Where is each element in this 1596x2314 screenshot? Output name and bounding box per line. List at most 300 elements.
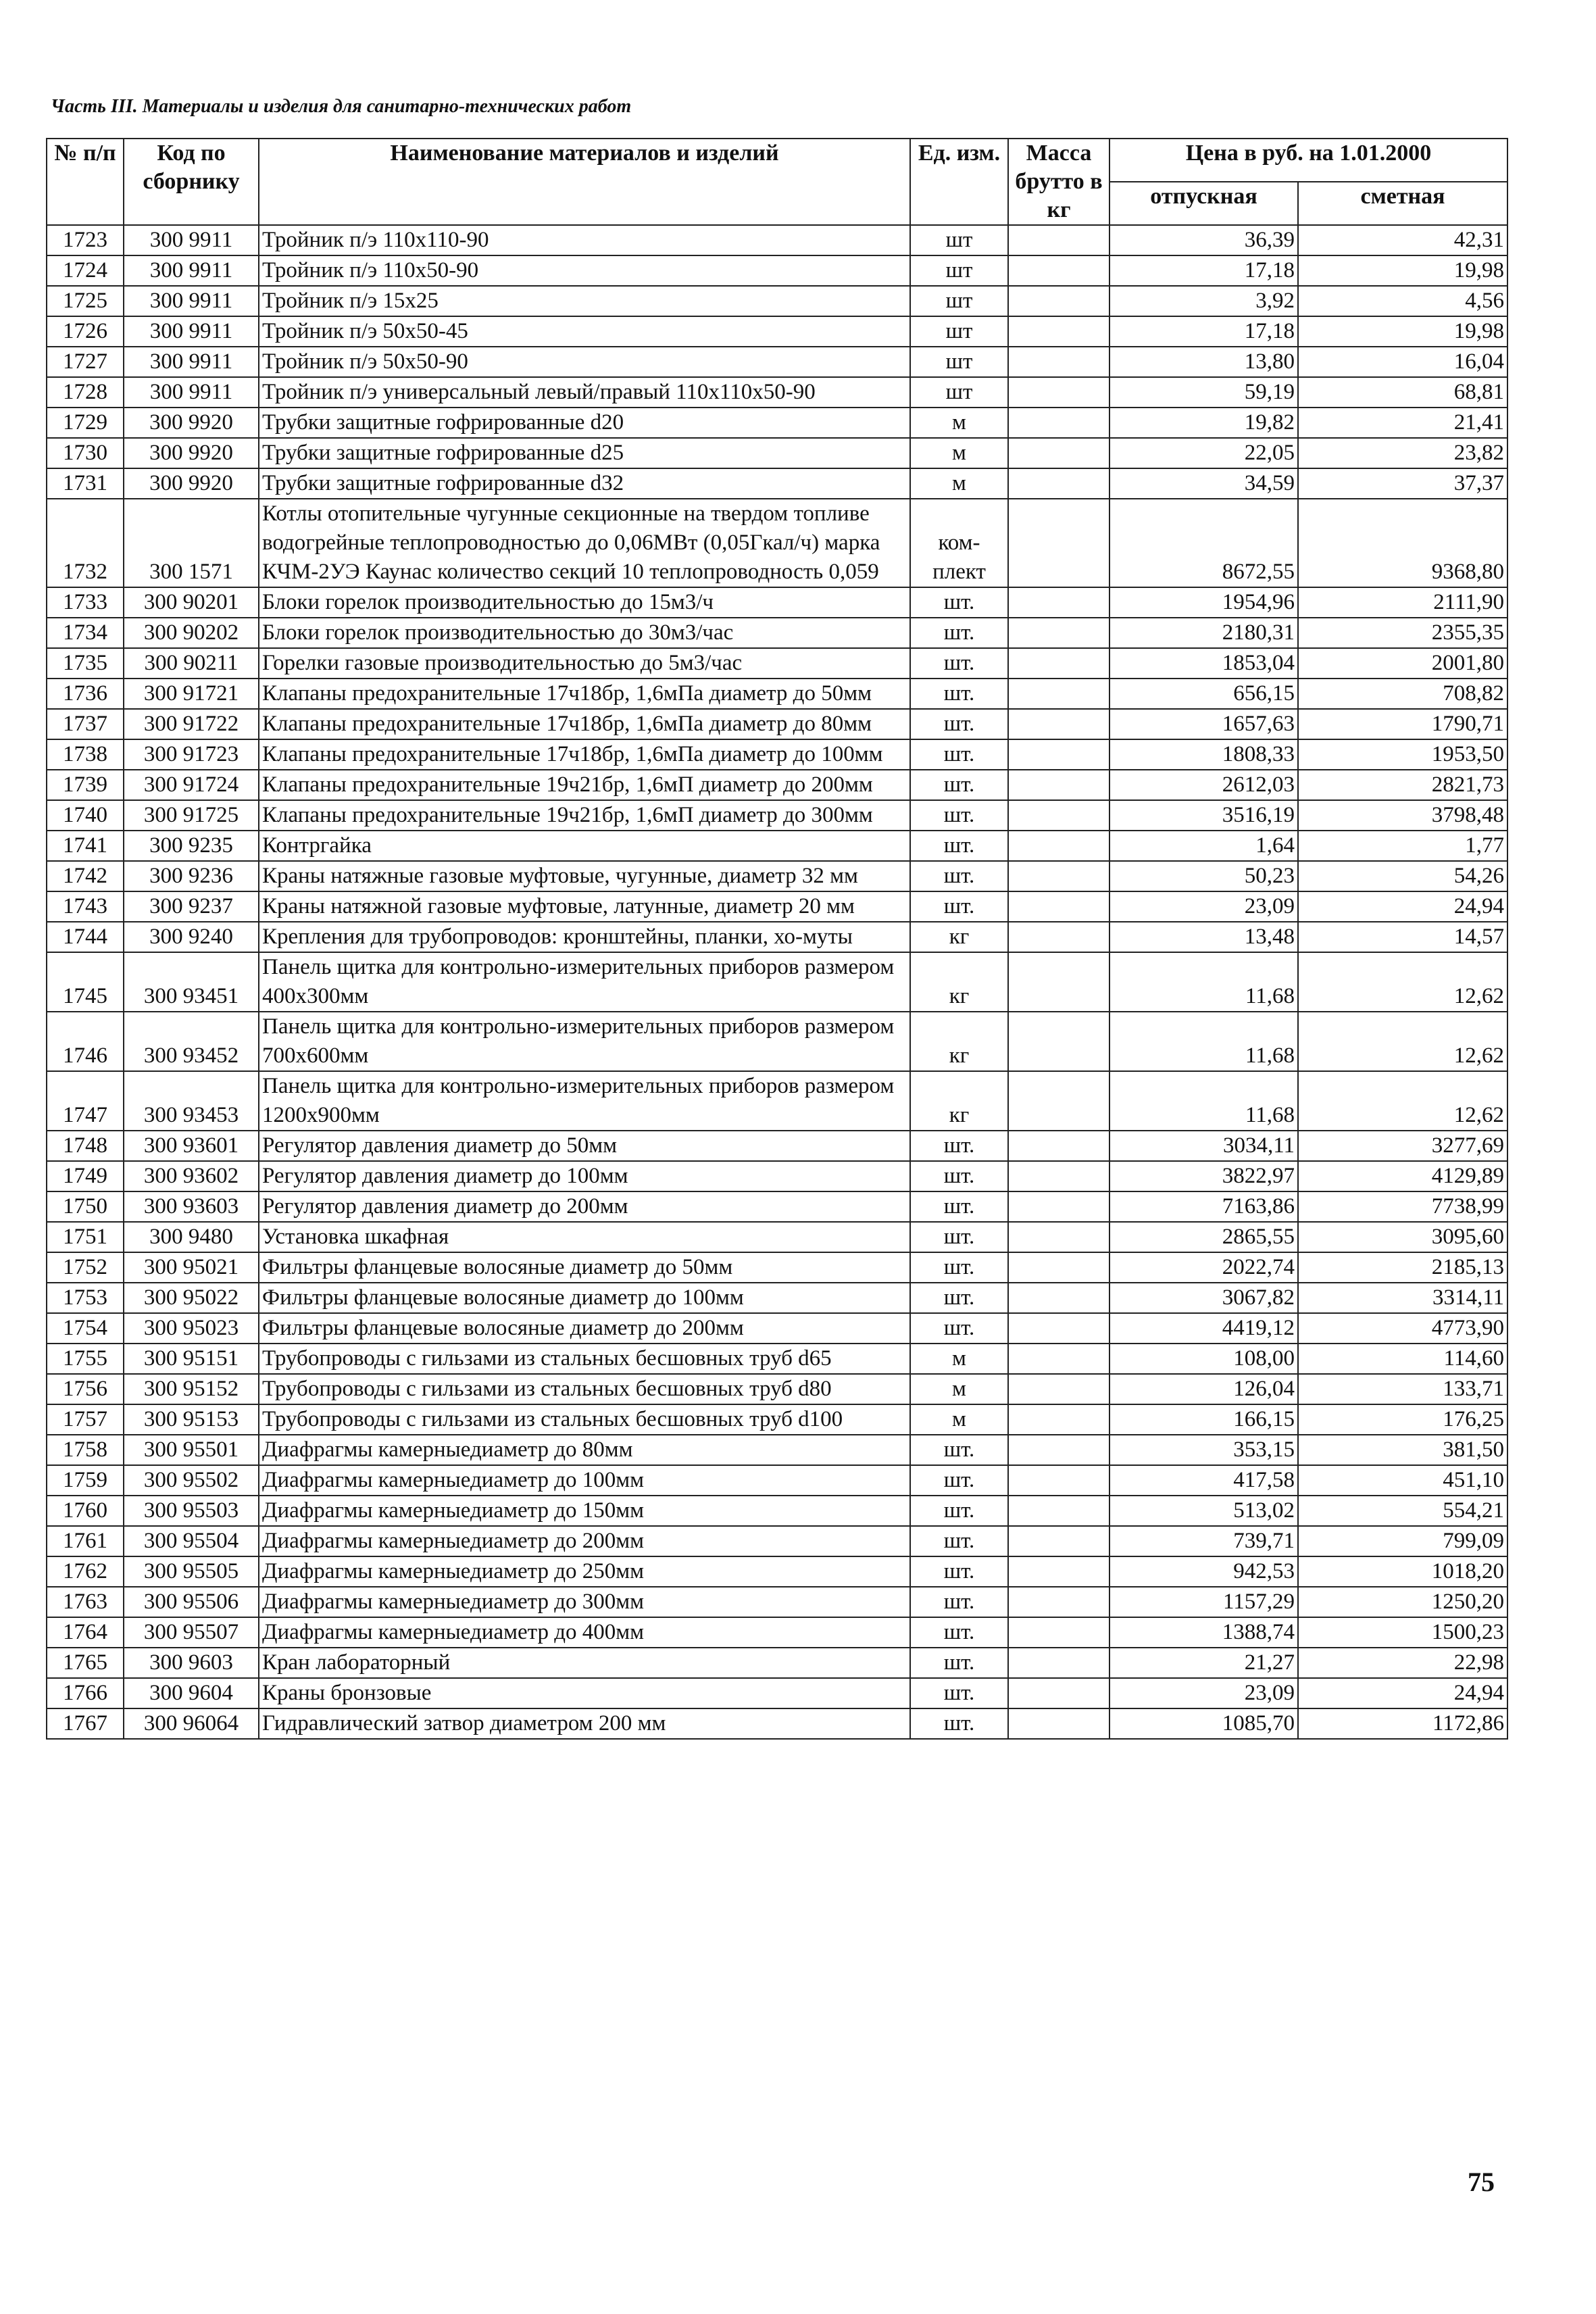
cell-unit: шт. [910,1222,1008,1252]
cell-name: Трубопроводы с гильзами из стальных бесшовных труб d80 [259,1374,910,1404]
cell-price-release: 11,68 [1109,1012,1298,1071]
cell-name: Клапаны предохранительные 19ч21бр, 1,6мП диаметр до 200мм [259,770,910,800]
table-row [47,438,1507,468]
cell-price-estimate: 12,62 [1298,952,1507,1012]
cell-mass [1008,770,1109,800]
cell-code: 300 95022 [124,1283,259,1313]
cell-name: Трубопроводы с гильзами из стальных бесшовных труб d65 [259,1344,910,1374]
cell-num: 1755 [47,1344,124,1374]
cell-code: 300 95023 [124,1313,259,1344]
cell-name: Фильтры фланцевые волосяные диаметр до 200мм [259,1313,910,1344]
cell-price-estimate: 54,26 [1298,861,1507,891]
table-row [47,1587,1507,1617]
table-row [47,347,1507,377]
cell-price-estimate: 16,04 [1298,347,1507,377]
cell-mass [1008,1678,1109,1708]
cell-num: 1765 [47,1648,124,1678]
table-row [47,1496,1507,1526]
cell-code: 300 90211 [124,648,259,679]
cell-price-estimate: 133,71 [1298,1374,1507,1404]
cell-name: Тройник п/э 15х25 [259,286,910,316]
cell-num: 1733 [47,587,124,618]
cell-code: 300 91721 [124,679,259,709]
cell-price-release: 353,15 [1109,1435,1298,1465]
table-row [47,891,1507,922]
cell-unit: шт. [910,800,1008,831]
cell-name: Клапаны предохранительные 17ч18бр, 1,6мПа диаметр до 100мм [259,739,910,770]
cell-code: 300 1571 [124,499,259,587]
cell-num: 1729 [47,408,124,438]
cell-mass [1008,952,1109,1012]
cell-unit: м [910,1404,1008,1435]
cell-name: Трубки защитные гофрированные d25 [259,438,910,468]
cell-price-estimate: 19,98 [1298,316,1507,347]
cell-mass [1008,286,1109,316]
cell-unit: шт. [910,1465,1008,1496]
cell-mass [1008,1617,1109,1648]
cell-num: 1743 [47,891,124,922]
cell-price-release: 1,64 [1109,831,1298,861]
cell-price-release: 3,92 [1109,286,1298,316]
cell-unit: шт [910,255,1008,286]
cell-name: Котлы отопительные чугунные секционные на твердом топливе водогрейные теплопроводностью до 0,06МВт (0,05Гкал/ч) марка КЧМ-2УЭ Каунас количество секций 10 теплопроводность 0,059 [259,499,910,587]
cell-price-estimate: 1250,20 [1298,1587,1507,1617]
cell-price-release: 8672,55 [1109,499,1298,587]
cell-code: 300 9235 [124,831,259,861]
table-row [47,1161,1507,1191]
cell-name: Тройник п/э 110х110-90 [259,225,910,255]
cell-code: 300 95151 [124,1344,259,1374]
cell-unit: шт [910,225,1008,255]
cell-price-estimate: 7738,99 [1298,1191,1507,1222]
cell-price-release: 108,00 [1109,1344,1298,1374]
table-row [47,648,1507,679]
cell-num: 1726 [47,316,124,347]
cell-unit: шт. [910,1708,1008,1739]
cell-code: 300 9920 [124,408,259,438]
cell-price-estimate: 451,10 [1298,1465,1507,1496]
cell-code: 300 9237 [124,891,259,922]
table-row [47,1526,1507,1556]
cell-unit: м [910,408,1008,438]
table-row [47,1252,1507,1283]
cell-num: 1745 [47,952,124,1012]
cell-num: 1738 [47,739,124,770]
price-table [46,138,1508,1740]
cell-name: Краны натяжные газовые муфтовые, чугунные, диаметр 32 мм [259,861,910,891]
cell-mass [1008,347,1109,377]
cell-code: 300 90202 [124,618,259,648]
cell-unit: шт. [910,587,1008,618]
cell-name: Диафрагмы камерныедиаметр до 150мм [259,1496,910,1526]
cell-unit: шт. [910,679,1008,709]
cell-num: 1759 [47,1465,124,1496]
cell-mass [1008,1283,1109,1313]
cell-code: 300 93453 [124,1071,259,1131]
cell-name: Тройник п/э 50х50-90 [259,347,910,377]
cell-mass [1008,922,1109,952]
cell-price-release: 19,82 [1109,408,1298,438]
cell-name: Клапаны предохранительные 19ч21бр, 1,6мП диаметр до 300мм [259,800,910,831]
cell-mass [1008,1648,1109,1678]
table-row [47,1678,1507,1708]
cell-num: 1764 [47,1617,124,1648]
cell-price-release: 21,27 [1109,1648,1298,1678]
table-row [47,922,1507,952]
cell-mass [1008,1435,1109,1465]
table-row [47,679,1507,709]
cell-code: 300 96064 [124,1708,259,1739]
cell-mass [1008,225,1109,255]
cell-price-release: 942,53 [1109,1556,1298,1587]
cell-mass [1008,1131,1109,1161]
cell-unit: шт. [910,648,1008,679]
cell-price-estimate: 24,94 [1298,1678,1507,1708]
cell-mass [1008,316,1109,347]
table-row [47,800,1507,831]
cell-unit: м [910,468,1008,499]
cell-code: 300 90201 [124,587,259,618]
cell-mass [1008,1012,1109,1071]
table-row [47,1708,1507,1739]
cell-mass [1008,1708,1109,1739]
cell-price-release: 59,19 [1109,377,1298,408]
column-header-price-group: Цена в руб. на 1.01.2000 [1109,139,1507,182]
cell-price-release: 17,18 [1109,255,1298,286]
table-row [47,618,1507,648]
cell-price-release: 739,71 [1109,1526,1298,1556]
cell-unit: м [910,1344,1008,1374]
cell-code: 300 9911 [124,347,259,377]
table-row [47,861,1507,891]
cell-mass [1008,377,1109,408]
cell-price-estimate: 4129,89 [1298,1161,1507,1191]
cell-num: 1756 [47,1374,124,1404]
cell-price-estimate: 23,82 [1298,438,1507,468]
table-row [47,1374,1507,1404]
cell-code: 300 9604 [124,1678,259,1708]
table-row [47,1465,1507,1496]
cell-num: 1763 [47,1587,124,1617]
cell-mass [1008,800,1109,831]
cell-name: Регулятор давления диаметр до 50мм [259,1131,910,1161]
cell-code: 300 9603 [124,1648,259,1678]
cell-price-estimate: 12,62 [1298,1071,1507,1131]
cell-price-estimate: 3798,48 [1298,800,1507,831]
cell-price-estimate: 554,21 [1298,1496,1507,1526]
cell-price-estimate: 42,31 [1298,225,1507,255]
table-row [47,1283,1507,1313]
cell-price-estimate: 21,41 [1298,408,1507,438]
cell-mass [1008,1222,1109,1252]
cell-unit: шт. [910,1617,1008,1648]
table-row [47,377,1507,408]
cell-num: 1735 [47,648,124,679]
cell-name: Диафрагмы камерныедиаметр до 400мм [259,1617,910,1648]
cell-mass [1008,831,1109,861]
cell-unit: шт. [910,1587,1008,1617]
cell-price-estimate: 3314,11 [1298,1283,1507,1313]
cell-code: 300 95021 [124,1252,259,1283]
cell-unit: м [910,438,1008,468]
cell-mass [1008,1313,1109,1344]
table-row [47,1131,1507,1161]
cell-num: 1739 [47,770,124,800]
cell-unit: шт. [910,1131,1008,1161]
cell-unit: ком-плект [910,499,1008,587]
cell-name: Диафрагмы камерныедиаметр до 300мм [259,1587,910,1617]
cell-name: Диафрагмы камерныедиаметр до 250мм [259,1556,910,1587]
cell-name: Регулятор давления диаметр до 200мм [259,1191,910,1222]
cell-num: 1749 [47,1161,124,1191]
cell-price-estimate: 2821,73 [1298,770,1507,800]
cell-unit: шт. [910,1556,1008,1587]
cell-unit: шт. [910,1435,1008,1465]
cell-price-release: 417,58 [1109,1465,1298,1496]
cell-price-estimate: 1953,50 [1298,739,1507,770]
cell-price-release: 1853,04 [1109,648,1298,679]
cell-code: 300 91723 [124,739,259,770]
cell-num: 1725 [47,286,124,316]
table-row [47,499,1507,587]
cell-num: 1767 [47,1708,124,1739]
cell-name: Панель щитка для контрольно-измерительных приборов размером 700х600мм [259,1012,910,1071]
cell-num: 1751 [47,1222,124,1252]
cell-price-release: 36,39 [1109,225,1298,255]
cell-name: Кран лабораторный [259,1648,910,1678]
cell-unit: шт. [910,1496,1008,1526]
cell-price-estimate: 176,25 [1298,1404,1507,1435]
cell-price-release: 13,80 [1109,347,1298,377]
cell-mass [1008,1587,1109,1617]
cell-unit: шт. [910,1526,1008,1556]
cell-name: Фильтры фланцевые волосяные диаметр до 50мм [259,1252,910,1283]
cell-code: 300 95506 [124,1587,259,1617]
cell-unit: кг [910,952,1008,1012]
cell-code: 300 95503 [124,1496,259,1526]
cell-name: Блоки горелок производительностью до 15м3/ч [259,587,910,618]
cell-price-estimate: 4,56 [1298,286,1507,316]
cell-unit: кг [910,922,1008,952]
cell-code: 300 91722 [124,709,259,739]
table-row [47,1344,1507,1374]
table-row [47,587,1507,618]
cell-unit: шт. [910,1161,1008,1191]
cell-num: 1761 [47,1526,124,1556]
cell-code: 300 9480 [124,1222,259,1252]
table-row [47,1648,1507,1678]
cell-mass [1008,1556,1109,1587]
cell-price-release: 7163,86 [1109,1191,1298,1222]
cell-name: Трубки защитные гофрированные d20 [259,408,910,438]
cell-price-release: 23,09 [1109,1678,1298,1708]
cell-price-estimate: 1172,86 [1298,1708,1507,1739]
section-title: Часть III. Материалы и изделия для санитарно-технических работ [51,96,632,117]
column-header-num: № п/п [47,139,124,225]
cell-unit: шт. [910,1191,1008,1222]
cell-num: 1723 [47,225,124,255]
cell-price-estimate: 114,60 [1298,1344,1507,1374]
cell-code: 300 9920 [124,468,259,499]
cell-unit: шт. [910,831,1008,861]
cell-name: Клапаны предохранительные 17ч18бр, 1,6мПа диаметр до 80мм [259,709,910,739]
cell-mass [1008,499,1109,587]
cell-price-estimate: 3277,69 [1298,1131,1507,1161]
cell-mass [1008,1404,1109,1435]
cell-unit: шт. [910,1648,1008,1678]
table-row [47,225,1507,255]
table-row [47,739,1507,770]
cell-name: Клапаны предохранительные 17ч18бр, 1,6мПа диаметр до 50мм [259,679,910,709]
cell-num: 1753 [47,1283,124,1313]
cell-price-release: 13,48 [1109,922,1298,952]
table-header [47,139,1507,225]
cell-unit: кг [910,1012,1008,1071]
cell-code: 300 9240 [124,922,259,952]
cell-price-estimate: 2185,13 [1298,1252,1507,1283]
cell-unit: шт. [910,770,1008,800]
cell-code: 300 9911 [124,286,259,316]
cell-code: 300 93602 [124,1161,259,1191]
cell-mass [1008,587,1109,618]
cell-price-estimate: 68,81 [1298,377,1507,408]
cell-name: Блоки горелок производительностью до 30м3/час [259,618,910,648]
cell-price-release: 126,04 [1109,1374,1298,1404]
cell-unit: шт [910,347,1008,377]
cell-num: 1730 [47,438,124,468]
cell-num: 1746 [47,1012,124,1071]
cell-price-release: 3516,19 [1109,800,1298,831]
cell-num: 1760 [47,1496,124,1526]
cell-mass [1008,1374,1109,1404]
cell-name: Регулятор давления диаметр до 100мм [259,1161,910,1191]
cell-name: Панель щитка для контрольно-измерительных приборов размером 400х300мм [259,952,910,1012]
cell-unit: шт. [910,1313,1008,1344]
cell-code: 300 95153 [124,1404,259,1435]
table-row [47,1404,1507,1435]
cell-name: Трубки защитные гофрированные d32 [259,468,910,499]
cell-price-estimate: 1790,71 [1298,709,1507,739]
cell-unit: шт [910,286,1008,316]
cell-price-estimate: 1018,20 [1298,1556,1507,1587]
cell-num: 1752 [47,1252,124,1283]
cell-mass [1008,648,1109,679]
cell-mass [1008,468,1109,499]
cell-num: 1734 [47,618,124,648]
cell-num: 1732 [47,499,124,587]
cell-name: Крепления для трубопроводов: кронштейны, планки, хо-муты [259,922,910,952]
cell-price-estimate: 24,94 [1298,891,1507,922]
cell-code: 300 95152 [124,1374,259,1404]
cell-name: Диафрагмы камерныедиаметр до 80мм [259,1435,910,1465]
cell-mass [1008,861,1109,891]
cell-price-release: 4419,12 [1109,1313,1298,1344]
cell-price-estimate: 3095,60 [1298,1222,1507,1252]
page-number: 75 [1468,2167,1495,2197]
cell-num: 1728 [47,377,124,408]
column-header-code: Код по сборнику [124,139,259,225]
cell-num: 1744 [47,922,124,952]
cell-mass [1008,1252,1109,1283]
cell-num: 1740 [47,800,124,831]
cell-unit: шт. [910,618,1008,648]
cell-price-estimate: 2001,80 [1298,648,1507,679]
cell-name: Горелки газовые производительностью до 5м3/час [259,648,910,679]
cell-num: 1750 [47,1191,124,1222]
cell-unit: шт. [910,1678,1008,1708]
cell-code: 300 91725 [124,800,259,831]
cell-unit: шт [910,377,1008,408]
cell-mass [1008,408,1109,438]
cell-price-release: 11,68 [1109,952,1298,1012]
cell-price-estimate: 799,09 [1298,1526,1507,1556]
cell-mass [1008,891,1109,922]
cell-price-release: 2180,31 [1109,618,1298,648]
cell-name: Тройник п/э 50х50-45 [259,316,910,347]
cell-num: 1757 [47,1404,124,1435]
cell-name: Диафрагмы камерныедиаметр до 100мм [259,1465,910,1496]
table-row [47,1191,1507,1222]
cell-num: 1727 [47,347,124,377]
cell-price-release: 3034,11 [1109,1131,1298,1161]
cell-price-release: 22,05 [1109,438,1298,468]
cell-num: 1737 [47,709,124,739]
table-row [47,408,1507,438]
table-row [47,1313,1507,1344]
cell-code: 300 9920 [124,438,259,468]
cell-code: 300 93451 [124,952,259,1012]
cell-mass [1008,1465,1109,1496]
cell-unit: шт. [910,1252,1008,1283]
cell-price-estimate: 1,77 [1298,831,1507,861]
table-row [47,1556,1507,1587]
cell-name: Тройник п/э универсальный левый/правый 110х110х50-90 [259,377,910,408]
cell-price-estimate: 4773,90 [1298,1313,1507,1344]
table-row [47,286,1507,316]
cell-num: 1731 [47,468,124,499]
table-row [47,952,1507,1012]
table-body [47,225,1507,1739]
cell-price-release: 1388,74 [1109,1617,1298,1648]
cell-num: 1754 [47,1313,124,1344]
cell-code: 300 9911 [124,377,259,408]
cell-mass [1008,1344,1109,1374]
cell-code: 300 95505 [124,1556,259,1587]
table-row [47,1222,1507,1252]
cell-unit: шт. [910,1283,1008,1313]
cell-code: 300 91724 [124,770,259,800]
cell-name: Краны бронзовые [259,1678,910,1708]
cell-mass [1008,739,1109,770]
cell-name: Диафрагмы камерныедиаметр до 200мм [259,1526,910,1556]
cell-num: 1748 [47,1131,124,1161]
cell-price-release: 3067,82 [1109,1283,1298,1313]
cell-code: 300 95501 [124,1435,259,1465]
cell-price-estimate: 2355,35 [1298,618,1507,648]
cell-code: 300 9911 [124,225,259,255]
cell-mass [1008,1161,1109,1191]
cell-mass [1008,709,1109,739]
cell-price-release: 11,68 [1109,1071,1298,1131]
cell-price-estimate: 708,82 [1298,679,1507,709]
cell-price-release: 2865,55 [1109,1222,1298,1252]
cell-price-estimate: 14,57 [1298,922,1507,952]
table-row [47,316,1507,347]
table-row [47,1012,1507,1071]
cell-unit: м [910,1374,1008,1404]
cell-unit: шт [910,316,1008,347]
cell-name: Трубопроводы с гильзами из стальных бесшовных труб d100 [259,1404,910,1435]
